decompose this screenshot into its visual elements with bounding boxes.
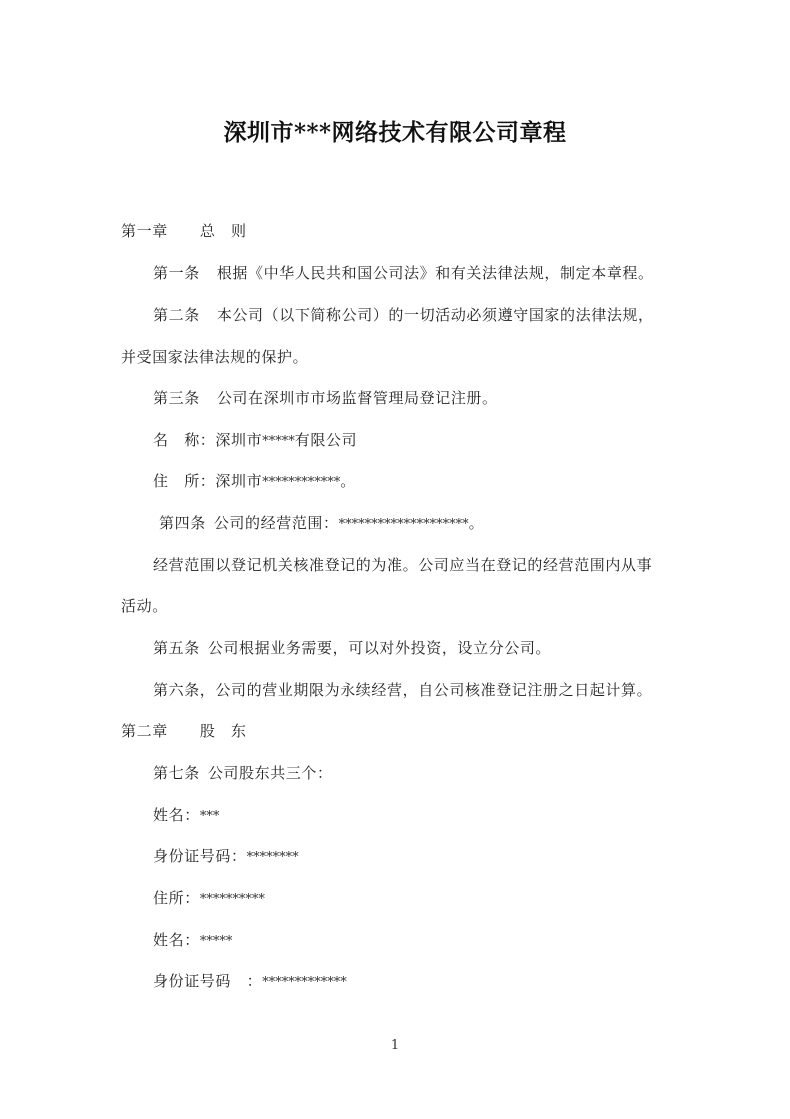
article-3: [153, 388, 498, 408]
business-scope-continuation: 活动。: [121, 597, 168, 615]
chapter-number: 第一章: [121, 222, 168, 240]
redacted-value: **********: [199, 892, 265, 907]
article-7: [153, 763, 333, 783]
shareholder-1-name: [153, 805, 219, 827]
company-name-field: [153, 430, 357, 452]
field-value: 深圳市: [215, 472, 263, 490]
field-label: 住 所：: [153, 472, 216, 490]
shareholder-2-name: [153, 930, 232, 952]
document-title: 深圳市***网络技术有限公司章程: [223, 119, 567, 146]
article-4: [159, 513, 484, 535]
chapter-title: 总 则: [199, 222, 247, 240]
redacted-value: *****: [262, 434, 295, 449]
article-6: 第六条，公司的营业期限为永续经营，自公司核准登记注册之日起计算。: [153, 681, 653, 699]
article-text: 公司的经营范围：: [213, 514, 339, 532]
field-suffix: 有限公司: [294, 431, 358, 449]
article-text: 公司股东共三个：: [207, 764, 333, 782]
field-value: 深圳市: [215, 431, 263, 449]
shareholder-1-id-number: [153, 846, 299, 868]
redacted-value: ********************: [338, 517, 469, 532]
field-label: 住所：: [153, 889, 200, 907]
article-5: [153, 638, 551, 658]
redacted-value: *************: [262, 975, 347, 990]
article-number: 第二条: [153, 306, 200, 324]
article-suffix: 。: [468, 514, 485, 532]
article-number: 第一条: [153, 264, 200, 282]
article-number: 第七条: [153, 764, 200, 782]
field-label: 名 称：: [153, 431, 216, 449]
article-text: 公司在深圳市市场监督管理局登记注册。: [216, 389, 498, 407]
redacted-value: ********: [246, 850, 299, 865]
article-2-continuation: 并受国家法律法规的保护。: [121, 348, 309, 366]
chapter-number: 第二章: [121, 722, 168, 740]
field-label: 身份证号码：: [153, 847, 247, 865]
redacted-value: ************: [262, 475, 341, 490]
field-label: 姓名：: [153, 931, 200, 949]
article-number: 第三条: [153, 389, 200, 407]
article-text: 本公司（以下简称公司）的一切活动必须遵守国家的法律法规，: [216, 306, 654, 324]
business-scope-note: 经营范围以登记机关核准登记的为准。公司应当在登记的经营范围内从事: [153, 556, 653, 574]
chapter-heading-general: [121, 221, 247, 241]
field-label: 姓名：: [153, 806, 200, 824]
article-number: 第五条: [153, 639, 200, 657]
page-number: 1: [390, 1038, 400, 1053]
article-number: 第四条: [159, 514, 206, 532]
chapter-title: 股 东: [199, 722, 247, 740]
article-1: [153, 263, 654, 283]
redacted-value: *****: [199, 934, 233, 949]
company-address-field: [153, 471, 356, 493]
article-text: 公司根据业务需要，可以对外投资，设立分公司。: [207, 639, 552, 657]
chapter-heading-shareholders: [121, 721, 247, 741]
article-2: [153, 305, 654, 325]
shareholder-2-id-number: [153, 971, 347, 993]
redacted-value: ***: [199, 809, 220, 824]
article-text: 根据《中华人民共和国公司法》和有关法律法规，制定本章程。: [216, 264, 654, 282]
field-suffix: 。: [340, 472, 356, 490]
field-label: 身份证号码 ：: [153, 972, 263, 990]
shareholder-1-address: [153, 888, 265, 910]
